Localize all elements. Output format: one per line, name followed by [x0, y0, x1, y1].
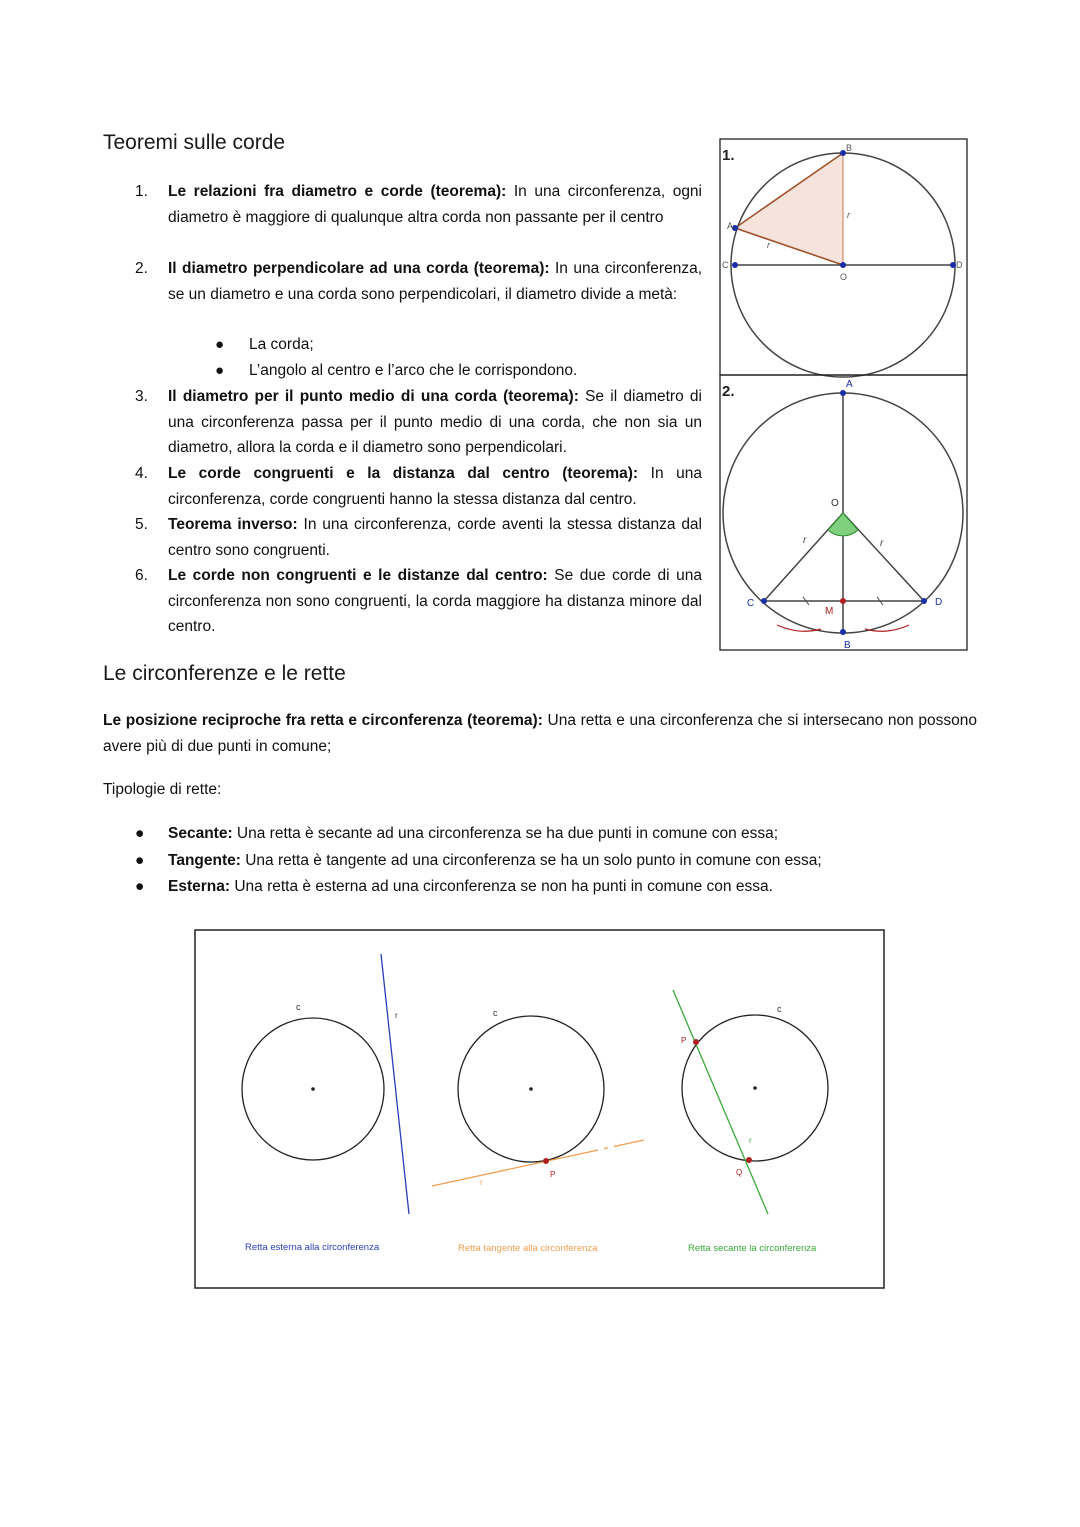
section-title-chords: Teoremi sulle corde [103, 131, 286, 154]
section-title-lines: Le circonferenze e le rette [103, 662, 346, 685]
point-C2 [761, 598, 767, 604]
item-text: Il diametro perpendicolare ad una corda (teorema): In una circonferenza, se un diametro e una corda sono perpendicolari, il diametro divide a metà: [168, 260, 702, 303]
label-r3: r [803, 535, 807, 546]
label-D: D [956, 260, 963, 270]
point-M [840, 598, 846, 604]
item-text: Le corde congruenti e la distanza dal centro (teorema): In una circonferenza, corde congruenti hanno la stessa distanza dal centro. [168, 465, 702, 508]
center-secant [753, 1086, 757, 1090]
point-tangency [543, 1158, 549, 1164]
point-D2 [921, 598, 927, 604]
label-O: O [840, 272, 848, 282]
label-r-tan: r [480, 1178, 483, 1187]
point-A2 [840, 390, 846, 396]
chord-figures [719, 138, 969, 652]
label-r-ext: r [395, 1011, 398, 1020]
item-number: 3. [135, 388, 148, 405]
label-P-tangent: P [550, 1170, 556, 1179]
label-P-secant: P [681, 1036, 687, 1045]
label-r-sec: r [749, 1136, 752, 1145]
arc-BD [865, 625, 909, 631]
central-angle [828, 513, 858, 536]
label-A2: A [846, 379, 853, 390]
caption-secant: Retta secante la circonferenza [688, 1243, 817, 1254]
label-O2: O [831, 498, 839, 509]
label-B: B [846, 143, 853, 153]
label-r2: r [767, 240, 770, 250]
item-number: 5. [135, 516, 148, 533]
line-external [381, 954, 409, 1214]
point-C [732, 262, 738, 268]
item-text: Il diametro per il punto medio di una corda (teorema): Se il diametro di una circonferenza passa per il punto medio di una corda, che non sia un diametro, allora la corda e il diametro sono perpendicolari. [168, 388, 702, 456]
item-text: Le corde non congruenti e le distanze dal centro: Se due corde di una circonferenza non sono congruenti, la corda maggiore ha distanza minore dal centro. [168, 567, 702, 635]
center-external [311, 1087, 315, 1091]
point-Q [746, 1157, 752, 1163]
point-O [840, 262, 846, 268]
item-number: 2. [135, 260, 148, 277]
label-D2: D [935, 597, 943, 608]
point-B2 [840, 629, 846, 635]
label-r4: r [880, 538, 884, 549]
figure3-frame [195, 930, 884, 1288]
label-c1: c [296, 1002, 301, 1012]
label-C: C [722, 260, 729, 270]
item-number: 4. [135, 465, 148, 482]
caption-tangent: Retta tangente alla circonferenza [458, 1243, 598, 1254]
label-c3: c [777, 1004, 782, 1014]
label-C2: C [747, 598, 755, 609]
label-c2: c [493, 1008, 498, 1018]
arc-CB [777, 625, 821, 631]
label-A: A [727, 221, 734, 231]
figure1-label: 1. [722, 147, 735, 164]
label-B2: B [844, 640, 851, 651]
center-tangent [529, 1087, 533, 1091]
caption-external: Retta esterna alla circonferenza [245, 1242, 380, 1253]
item-number: 1. [135, 183, 148, 200]
triangle-fill [735, 153, 843, 265]
label-Q: Q [736, 1168, 743, 1177]
types-intro: Tipologie di rette: [103, 781, 222, 798]
label-r1: r [847, 210, 850, 220]
figure2-label: 2. [722, 383, 735, 400]
item-text: Teorema inverso: In una circonferenza, corde aventi la stessa distanza dal centro sono congruenti. [168, 516, 702, 559]
label-M: M [825, 606, 834, 617]
item-text: Le relazioni fra diametro e corde (teorema): In una circonferenza, ogni diametro è maggiore di qualunque altra corda non passante per il centro [168, 183, 703, 226]
line-positions-figure [194, 929, 886, 1291]
point-P [693, 1039, 699, 1045]
item-number: 6. [135, 567, 148, 584]
line-tangent [432, 1140, 644, 1186]
theorem-positions: Le posizione reciproche fra retta e circonferenza (teorema): Una retta e una circonferenza che si intersecano non possono avere più di due punti in comune; [103, 712, 978, 755]
